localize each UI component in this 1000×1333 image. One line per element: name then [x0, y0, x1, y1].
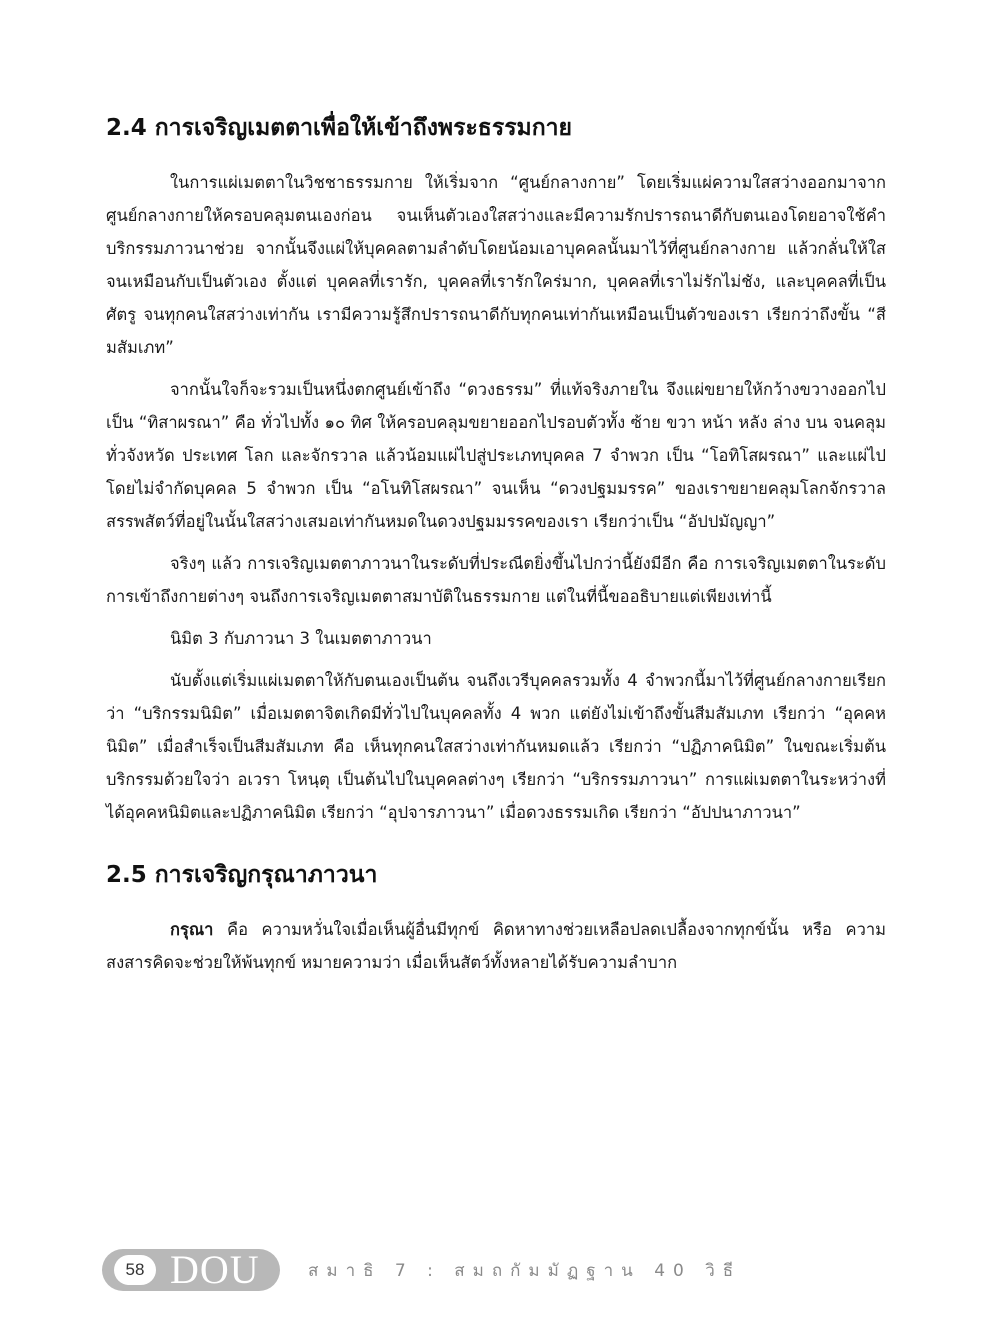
- subheading-nimit: นิมิต 3 กับภาวนา 3 ในเมตตาภาวนา: [170, 629, 432, 649]
- dou-badge: [102, 1249, 280, 1291]
- dou-logo: DOU: [170, 1247, 260, 1292]
- page-content: [106, 112, 886, 988]
- section-heading-2-4: 2.4 การเจริญเมตตาเพื่อให้เข้าถึงพระธรรมกาย: [106, 115, 573, 141]
- paragraph-3: จริงๆ แล้ว การเจริญเมตตาภาวนาในระดับที่ประณีตยิ่งขึ้นไปกว่านี้ยังมีอีก คือ การเจริญเมตตาในระดับการเข้าถึงกายต่างๆ จนถึงการเจริญเมตตาสมาบัติในธรรมกาย แต่ในที่นี้ขออธิบายแต่เพียงเท่านี้: [106, 554, 886, 607]
- paragraph-4: นับตั้งแต่เริ่มแผ่เมตตาให้กับตนเองเป็นต้น จนถึงเวรีบุคคลรวมทั้ง 4 จำพวกนี้มาไว้ที่ศูนย์กลางกายเรียกว่า “บริกรรมนิมิต” เมื่อเมตตาจิตเกิดมีทั่วไปในบุคคลทั้ง 4 พวก แต่ยังไม่เข้าถึงขั้นสีมสัมเภท เรียกว่า “อุคคหนิมิต” เมื่อสำเร็จเป็นสีมสัมเภท คือ เห็นทุกคนใสสว่างเท่ากันหมดแล้ว เรียกว่า “ปฏิภาคนิมิต” ในขณะเริ่มต้นบริกรรมด้วยใจว่า อเวรา โหนฺตุ เป็นต้นไปในบุคคลต่างๆ เรียกว่า “บริกรรมภาวนา” การแผ่เมตตาในระหว่างที่ได้อุคคหนิมิตและปฏิภาคนิมิต เรียกว่า “อุปจารภาวนา” เมื่อดวงธรรมเกิด เรียกว่า “อัปปนาภาวนา”: [106, 671, 886, 823]
- page-number: 58: [114, 1255, 156, 1285]
- paragraph-2: จากนั้นใจก็จะรวมเป็นหนึ่งตกศูนย์เข้าถึง “ดวงธรรม” ที่แท้จริงภายใน จึงแผ่ขยายให้กว้างขวางออกไปเป็น “ทิสาผรณา” คือ ทั่วไปทั้ง ๑๐ ทิศ ให้ครอบคลุมขยายออกไปรอบตัวทั้ง ซ้าย ขวา หน้า หลัง ล่าง บน จนคลุมทั่วจังหวัด ประเทศ โลก และจักรวาล แล้วน้อมแผ่ไปสู่ประเภทบุคคล 7 จำพวก เป็น “โอทิโสผรณา” และแผ่ไปโดยไม่จำกัดบุคคล 5 จำพวก เป็น “อโนทิโสผรณา” จนเห็น “ดวงปฐมมรรค” ของเราขยายคลุมโลกจักรวาล สรรพสัตว์ที่อยู่ในนั้นใสสว่างเสมอเท่ากันหมดในดวงปฐมมรรคของเรา เรียกว่าเป็น “อัปปมัญญา”: [106, 380, 886, 532]
- section-heading-2-5: 2.5 การเจริญกรุณาภาวนา: [106, 862, 378, 889]
- term-karuna: กรุณา: [170, 920, 214, 940]
- page-footer: [102, 1249, 902, 1293]
- paragraph-karuna: [106, 913, 886, 979]
- paragraph-karuna-text: คือ ความหวั่นใจเมื่อเห็นผู้อื่นมีทุกข์ คิดหาทางช่วยเหลือปลดเปลื้องจากทุกข์นั้น หรือ ความสงสารคิดจะช่วยให้พ้นทุกข์ หมายความว่า เมื่อเห็นสัตว์ทั้งหลายได้รับความลำบาก: [106, 920, 886, 973]
- course-title: สมาธิ 7 : สมถกัมมัฏฐาน 40 วิธี: [308, 1261, 742, 1281]
- paragraph-1: ในการแผ่เมตตาในวิชชาธรรมกาย ให้เริ่มจาก “ศูนย์กลางกาย” โดยเริ่มแผ่ความใสสว่างออกมาจากศูนย์กลางกายให้ครอบคลุมตนเองก่อน จนเห็นตัวเองใสสว่างและมีความรักปรารถนาดีกับตนเองโดยอาจใช้คำบริกรรมภาวนาช่วย จากนั้นจึงแผ่ให้บุคคลตามลำดับโดยน้อมเอาบุคคลนั้นมาไว้ที่ศูนย์กลางกาย แล้วกลั่นให้ใสจนเหมือนกับเป็นตัวเอง ตั้งแต่ บุคคลที่เรารัก, บุคคลที่เรารักใคร่มาก, บุคคลที่เราไม่รักไม่ชัง, และบุคคลที่เป็นศัตรู จนทุกคนใสสว่างเท่ากัน เรามีความรู้สึกปรารถนาดีกับทุกคนเท่ากันเหมือนเป็นตัวของเรา เรียกว่าถึงขั้น “สีมสัมเภท”: [106, 173, 886, 358]
